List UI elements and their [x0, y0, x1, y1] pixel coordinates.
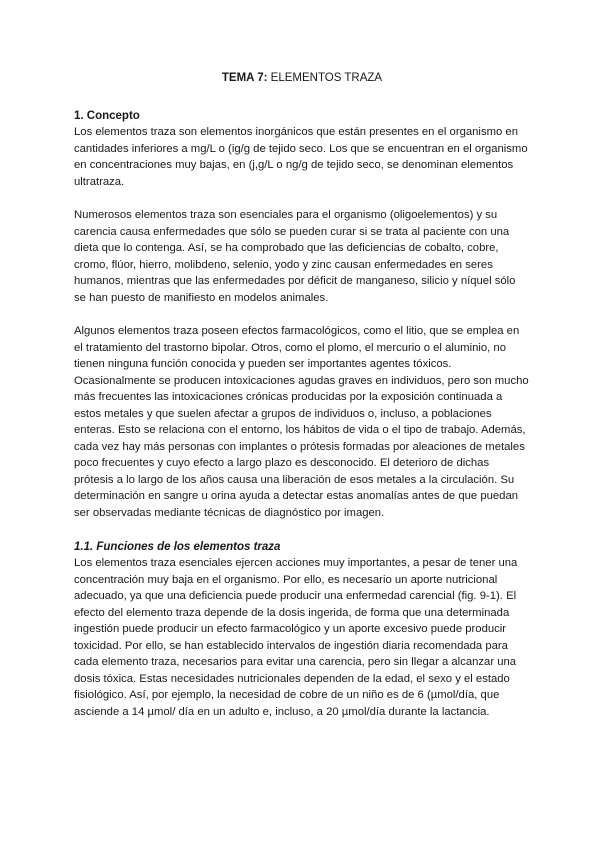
section-heading-funciones: 1.1. Funciones de los elementos traza: [74, 541, 281, 553]
section-heading-concepto: 1. Concepto: [74, 110, 140, 122]
title-text: ELEMENTOS TRAZA: [267, 72, 383, 84]
paragraph-funciones-1: Los elementos traza esenciales ejercen acciones muy importantes, a pesar de tener una concentración muy baja en el organismo. Por ello, es necesario un aporte nutricional adecuado, ya que una deficiencia puede producir una enfermedad carencial (fig. 9-1). El efecto del elemento traza depende de la dosis ingerida, de forma que una determinada ingestión puede producir un efecto farmacológico y un aporte excesivo puede producir toxicidad. Por ello, se han establecido intervalos de ingestión diaria recomendada para cada elemento traza, necesarios para evitar una carencia, pero sin llegar a alcanzar una dosis tóxica. Estas necesidades nutricionales dependen de la edad, el sexo y el estado fisiológico. Así, por ejemplo, la necesidad de cobre de un niño es de 6 (µmol/día, que asciende a 14 µmol/ día en un adulto e, incluso, a 20 µmol/día durante la lactancia.: [74, 557, 518, 718]
paragraph-concepto-2: Numerosos elementos traza son esenciales para el organismo (oligoelementos) y su carencia causa enfermedades que sólo se pueden curar si se trata al paciente con una dieta que lo contenga. Así, se ha comprobado que las deficiencias de cobalto, cobre, cromo, flúor, hierro, molibdeno, selenio, yodo y zinc causan enfermedades en seres humanos, mientras que las enfermedades por déficit de manganeso, silicio y níquel sólo se han puesto de manifiesto en modelos animales.: [74, 209, 516, 304]
paragraph-concepto-1: Los elementos traza son elementos inorgánicos que están presentes en el organismo en cantidades inferiores a mg/L o (ig/g de tejido seco. Los que se encuentran en el organismo en concentraciones muy bajas, en (j,g/L o ng/g de tejido seco, se denominan elementos ultratraza.: [74, 126, 528, 188]
page-title: [74, 0, 530, 86]
paragraph-concepto-3: Algunos elementos traza poseen efectos farmacológicos, como el litio, que se emplea en el tratamiento del trastorno bipolar. Otros, como el plomo, el mercurio o el aluminio, no tienen ninguna función conocida y pueden ser importantes agentes tóxicos. Ocasionalmente se producen intoxicaciones agudas graves en individuos, pero son mucho más frecuentes las intoxicaciones crónicas producidas por la exposición continuada a estos metales y que suelen afectar a grupos de individuos o, incluso, a poblaciones enteras. Esto se relaciona con el entorno, los hábitos de vida o el tipo de trabajo. Además, cada vez hay más personas con implantes o prótesis formadas por aleaciones de metales poco frecuentes y cuyo efecto a largo plazo es desconocido. El deterioro de dichas prótesis a lo largo de los años causa una liberación de esos metales a la circulación. Su determinación en sangre u orina ayuda a detectar estas anomalías antes de que puedan ser observadas mediante técnicas de diagnóstico por imagen.: [74, 325, 529, 519]
title-prefix: TEMA 7:: [221, 72, 268, 84]
